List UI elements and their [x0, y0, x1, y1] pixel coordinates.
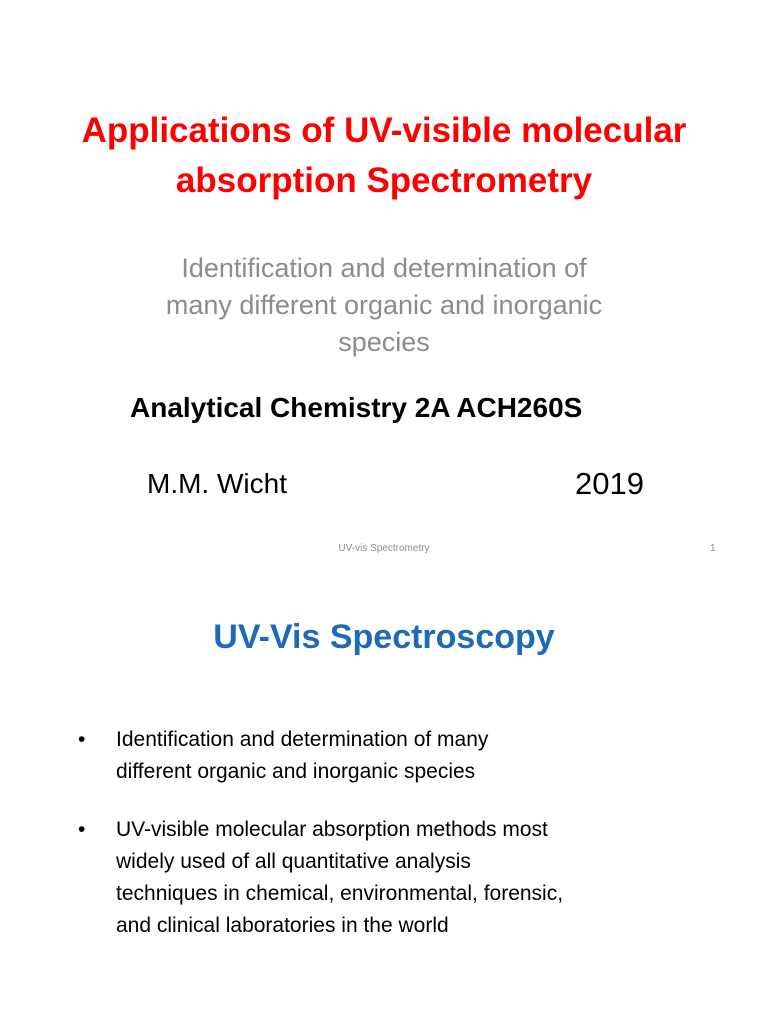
subtitle-line-3: species	[338, 327, 430, 357]
bullet-line: UV-visible molecular absorption methods most	[116, 818, 548, 841]
bullet-item	[70, 814, 690, 942]
slide-page-number: 1	[710, 543, 716, 554]
slide-title: UV-Vis Spectroscopy	[213, 618, 555, 656]
slide-footer-text: UV-vis Spectrometry	[338, 543, 430, 554]
year: 2019	[575, 466, 644, 501]
bullet-line: different organic and inorganic species	[116, 760, 476, 783]
bullet-line: and clinical laboratories in the world	[116, 914, 449, 937]
slide-subtitle	[90, 250, 678, 361]
slide-title	[40, 106, 728, 206]
title-line-2: absorption Spectrometry	[175, 161, 593, 200]
bullet-icon: •	[78, 728, 86, 751]
subtitle-line-1: Identification and determination of	[181, 253, 587, 283]
subtitle-line-2: many different organic and inorganic	[165, 290, 603, 320]
bullet-line: techniques in chemical, environmental, forensic,	[116, 882, 564, 905]
author-name: M.M. Wicht	[147, 468, 287, 499]
bullet-icon: •	[78, 818, 86, 841]
bullet-line: Identification and determination of many	[116, 728, 489, 751]
bullet-line: widely used of all quantitative analysis	[116, 850, 471, 873]
bullet-list	[70, 724, 690, 968]
bullet-item	[70, 724, 690, 788]
course-name: Analytical Chemistry 2A ACH260S	[130, 392, 583, 423]
title-line-1: Applications of UV-visible molecular	[81, 111, 687, 150]
slide-2	[0, 576, 768, 1024]
